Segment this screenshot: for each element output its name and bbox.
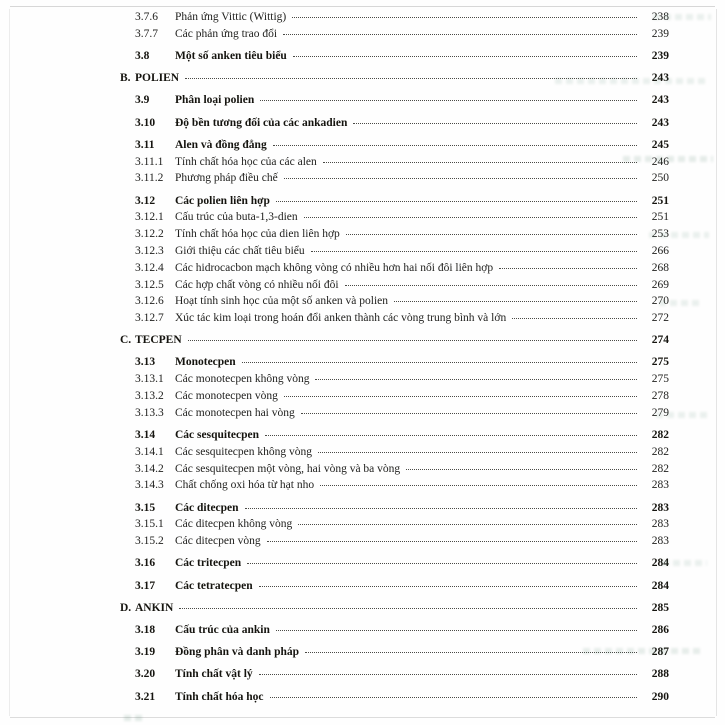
dotted-leader xyxy=(298,524,637,525)
toc-row xyxy=(118,137,669,154)
toc-row xyxy=(118,388,669,405)
toc-entry-title: Các tetratecpen xyxy=(175,579,253,592)
toc-entry-title: Cấu trúc của ankin xyxy=(175,623,270,636)
dotted-leader xyxy=(304,217,637,218)
toc-entry-number: 3.15 xyxy=(135,501,156,514)
toc-entry-title: Chất chống oxi hóa từ hạt nho xyxy=(175,479,315,492)
dotted-leader xyxy=(179,608,637,609)
toc-entry-page: 282 xyxy=(651,429,669,442)
toc-entry-number: 3.12.4 xyxy=(135,261,164,274)
toc-row xyxy=(118,405,669,422)
toc-entry-page: 245 xyxy=(651,138,669,151)
dotted-leader xyxy=(406,469,637,470)
toc-row xyxy=(118,92,669,109)
toc-row xyxy=(118,689,669,706)
toc-row xyxy=(118,193,669,210)
toc-entry-page: 251 xyxy=(651,211,669,224)
toc-row xyxy=(118,26,669,43)
toc-entry-page: 246 xyxy=(651,155,669,168)
toc-entry-number: 3.12.5 xyxy=(135,278,164,291)
dotted-leader xyxy=(301,413,637,414)
toc-row xyxy=(118,427,669,444)
dotted-leader xyxy=(320,485,637,486)
toc-entry-number: 3.12.6 xyxy=(135,295,164,308)
dotted-leader xyxy=(323,162,637,163)
toc-entry-number: B. xyxy=(120,72,131,85)
toc-entry-title: Các polien liên hợp xyxy=(175,194,270,207)
dotted-leader xyxy=(283,34,637,35)
toc-entry-number: 3.7.7 xyxy=(135,27,158,40)
toc-entry-page: 286 xyxy=(651,623,669,636)
toc-entry-number: 3.11.2 xyxy=(135,172,164,185)
toc-entry-title: Giới thiệu các chất tiêu biểu xyxy=(175,244,305,257)
dotted-leader xyxy=(284,396,637,397)
dotted-leader xyxy=(284,178,637,179)
dotted-leader xyxy=(512,318,637,319)
dotted-leader xyxy=(292,17,637,18)
toc-row xyxy=(118,154,669,171)
toc-entry-number: 3.11.1 xyxy=(135,155,164,168)
toc-entry-title: Các tritecpen xyxy=(175,557,242,570)
dotted-leader xyxy=(499,268,637,269)
dotted-leader xyxy=(276,201,637,202)
toc-entry-page: 272 xyxy=(651,312,669,325)
toc-row xyxy=(118,226,669,243)
toc-entry-number: 3.12.3 xyxy=(135,244,164,257)
toc-entry-title: Các ditecpen xyxy=(175,501,239,514)
dotted-leader xyxy=(305,652,637,653)
toc-row xyxy=(118,444,669,461)
toc-entry-title: Các ditecpen vòng xyxy=(175,535,261,548)
dotted-leader xyxy=(242,362,637,363)
toc-entry-title: Phân loại polien xyxy=(175,94,255,107)
dotted-leader xyxy=(259,674,637,675)
page-edge-bottom xyxy=(10,717,715,718)
toc-entry-number: 3.20 xyxy=(135,668,156,681)
toc-row xyxy=(118,9,669,26)
toc-row xyxy=(118,277,669,294)
toc-row xyxy=(118,310,669,327)
toc-entry-page: 275 xyxy=(651,373,669,386)
toc-row xyxy=(118,332,669,349)
toc-entry-title: Các sesquitecpen không vòng xyxy=(175,445,313,458)
toc-entry-title: Các monotecpen hai vòng xyxy=(175,406,295,419)
toc-entry-page: 287 xyxy=(651,646,669,659)
toc-entry-number: 3.13.3 xyxy=(135,406,164,419)
toc-entry-page: 268 xyxy=(651,261,669,274)
toc-entry-title: Các monotecpen vòng xyxy=(175,390,278,403)
toc-entry-page: 283 xyxy=(651,479,669,492)
toc-entry-page: 283 xyxy=(651,501,669,514)
toc-entry-title: Monotecpen xyxy=(175,356,236,369)
toc-entry-title: Đồng phân và danh pháp xyxy=(175,646,300,659)
toc-entry-page: 290 xyxy=(651,690,669,703)
toc-entry-page: 283 xyxy=(651,518,669,531)
toc-entry-page: 270 xyxy=(651,295,669,308)
toc-entry-page: 275 xyxy=(651,356,669,369)
toc-entry-title: Alen và đồng đẳng xyxy=(175,138,267,151)
dotted-leader xyxy=(188,340,637,341)
toc-entry-number: 3.19 xyxy=(135,646,156,659)
toc-entry-number: 3.17 xyxy=(135,579,156,592)
toc-entry-number: 3.12 xyxy=(135,194,156,207)
dotted-leader xyxy=(394,301,637,302)
toc-row xyxy=(118,600,669,617)
toc-row xyxy=(118,70,669,87)
dotted-leader xyxy=(265,435,637,436)
page-edge-right xyxy=(716,9,717,716)
toc-entry-title: Các ditecpen không vòng xyxy=(175,518,293,531)
toc-entry-number: 3.14.3 xyxy=(135,479,164,492)
toc-row xyxy=(118,477,669,494)
toc-entry-title: Các monotecpen không vòng xyxy=(175,373,310,386)
toc-entry-number: 3.13.1 xyxy=(135,373,164,386)
toc-row xyxy=(118,293,669,310)
toc-entry-page: 278 xyxy=(651,390,669,403)
toc-entry-page: 266 xyxy=(651,244,669,257)
dotted-leader xyxy=(318,452,637,453)
toc-entry-page: 269 xyxy=(651,278,669,291)
toc-entry-number: C. xyxy=(120,334,132,347)
dotted-leader xyxy=(293,56,637,57)
toc-row xyxy=(118,461,669,478)
dotted-leader xyxy=(247,563,637,564)
dotted-leader xyxy=(185,78,637,79)
toc-entry-page: 253 xyxy=(651,228,669,241)
toc-entry-page: 274 xyxy=(651,334,669,347)
toc-entry-number: 3.10 xyxy=(135,116,156,129)
toc-row xyxy=(118,170,669,187)
page-edge-left xyxy=(9,9,10,716)
dotted-leader xyxy=(273,145,637,146)
toc-entry-title: ANKIN xyxy=(135,601,174,614)
toc-entry-page: 284 xyxy=(651,579,669,592)
toc-entry-title: Hoạt tính sinh học của một số anken và polien xyxy=(175,295,389,308)
toc-row xyxy=(118,354,669,371)
toc-row xyxy=(118,578,669,595)
toc-entry-number: 3.18 xyxy=(135,623,156,636)
toc-row xyxy=(118,115,669,132)
toc-entry-page: 243 xyxy=(651,72,669,85)
toc-entry-number: 3.9 xyxy=(135,94,150,107)
page-edge-top xyxy=(10,6,715,7)
dotted-leader xyxy=(267,541,637,542)
toc-row xyxy=(118,371,669,388)
toc-entry-title: Các sesquitecpen một vòng, hai vòng và ba vòng xyxy=(175,462,401,475)
toc-entry-title: Các sesquitecpen xyxy=(175,429,260,442)
toc-entry-number: 3.8 xyxy=(135,49,150,62)
toc-entry-title: Các hợp chất vòng có nhiều nối đôi xyxy=(175,278,339,291)
toc-entry-number: 3.12.2 xyxy=(135,228,164,241)
toc-row xyxy=(118,260,669,277)
toc-entry-title: Phương pháp điều chế xyxy=(175,172,278,185)
toc-entry-page: 239 xyxy=(651,49,669,62)
toc-row xyxy=(118,622,669,639)
toc-entry-title: Xúc tác kim loại trong hoán đổi anken thành các vòng trung bình và lớn xyxy=(175,312,507,325)
toc-entry-number: 3.14 xyxy=(135,429,156,442)
toc-row xyxy=(118,209,669,226)
toc-entry-number: 3.13.2 xyxy=(135,390,164,403)
toc-entry-page: 282 xyxy=(651,445,669,458)
toc-entry-number: 3.7.6 xyxy=(135,11,158,23)
toc-entry-title: Tính chất vật lý xyxy=(175,668,253,681)
toc-entry-title: Một số anken tiêu biểu xyxy=(175,49,287,62)
toc-entry-page: 288 xyxy=(651,668,669,681)
toc-entry-title: POLIEN xyxy=(135,72,180,85)
toc-entry-number: 3.14.2 xyxy=(135,462,164,475)
toc-entry-page: 284 xyxy=(651,557,669,570)
dotted-leader xyxy=(345,285,637,286)
toc-entry-page: 283 xyxy=(651,535,669,548)
toc-entry-number: 3.12.1 xyxy=(135,211,164,224)
ink-bleedthrough-mark xyxy=(124,715,142,721)
toc-entry-title: Tính chất hóa học của các alen xyxy=(175,155,317,168)
dotted-leader xyxy=(259,586,637,587)
toc-entry-page: 239 xyxy=(651,27,669,40)
toc-entry-page: 238 xyxy=(651,11,669,23)
toc-entry-number: 3.16 xyxy=(135,557,156,570)
toc-row xyxy=(118,500,669,517)
toc-entry-page: 243 xyxy=(651,116,669,129)
dotted-leader xyxy=(311,251,637,252)
toc-row xyxy=(118,555,669,572)
toc-entry-title: Các phản ứng trao đổi xyxy=(175,27,278,40)
dotted-leader xyxy=(270,697,637,698)
toc-entry-number: 3.21 xyxy=(135,690,156,703)
toc-row xyxy=(118,666,669,683)
toc-entry-title: Phản ứng Vittic (Wittig) xyxy=(175,11,287,23)
toc-entry-page: 251 xyxy=(651,194,669,207)
toc-entry-number: 3.15.1 xyxy=(135,518,164,531)
toc-row xyxy=(118,516,669,533)
toc-entry-number: D. xyxy=(120,601,132,614)
toc-entry-title: Cấu trúc của buta-1,3-dien xyxy=(175,211,298,224)
toc-entry-number: 3.14.1 xyxy=(135,445,164,458)
toc-list xyxy=(118,9,669,705)
toc-entry-page: 250 xyxy=(651,172,669,185)
toc-entry-number: 3.11 xyxy=(135,138,155,151)
toc-entry-page: 285 xyxy=(651,601,669,614)
toc-row xyxy=(118,243,669,260)
toc-entry-page: 279 xyxy=(651,406,669,419)
dotted-leader xyxy=(245,508,637,509)
toc-entry-title: Các hidrocacbon mạch không vòng có nhiều hơn hai nối đôi liên hợp xyxy=(175,261,494,274)
toc-entry-title: Tính chất hóa học của dien liên hợp xyxy=(175,228,340,241)
toc-entry-page: 243 xyxy=(651,94,669,107)
toc-entry-page: 282 xyxy=(651,462,669,475)
toc-entry-number: 3.15.2 xyxy=(135,535,164,548)
toc-row xyxy=(118,48,669,65)
toc-row xyxy=(118,533,669,550)
toc-entry-title: Tính chất hóa học xyxy=(175,690,264,703)
dotted-leader xyxy=(353,123,637,124)
toc-entry-number: 3.13 xyxy=(135,356,156,369)
toc-entry-title: TECPEN xyxy=(135,334,182,347)
dotted-leader xyxy=(315,379,637,380)
toc-entry-title: Độ bền tương đối của các ankadien xyxy=(175,116,348,129)
dotted-leader xyxy=(260,100,637,101)
dotted-leader xyxy=(276,630,637,631)
toc-entry-number: 3.12.7 xyxy=(135,312,164,325)
dotted-leader xyxy=(346,234,637,235)
toc-row xyxy=(118,644,669,661)
